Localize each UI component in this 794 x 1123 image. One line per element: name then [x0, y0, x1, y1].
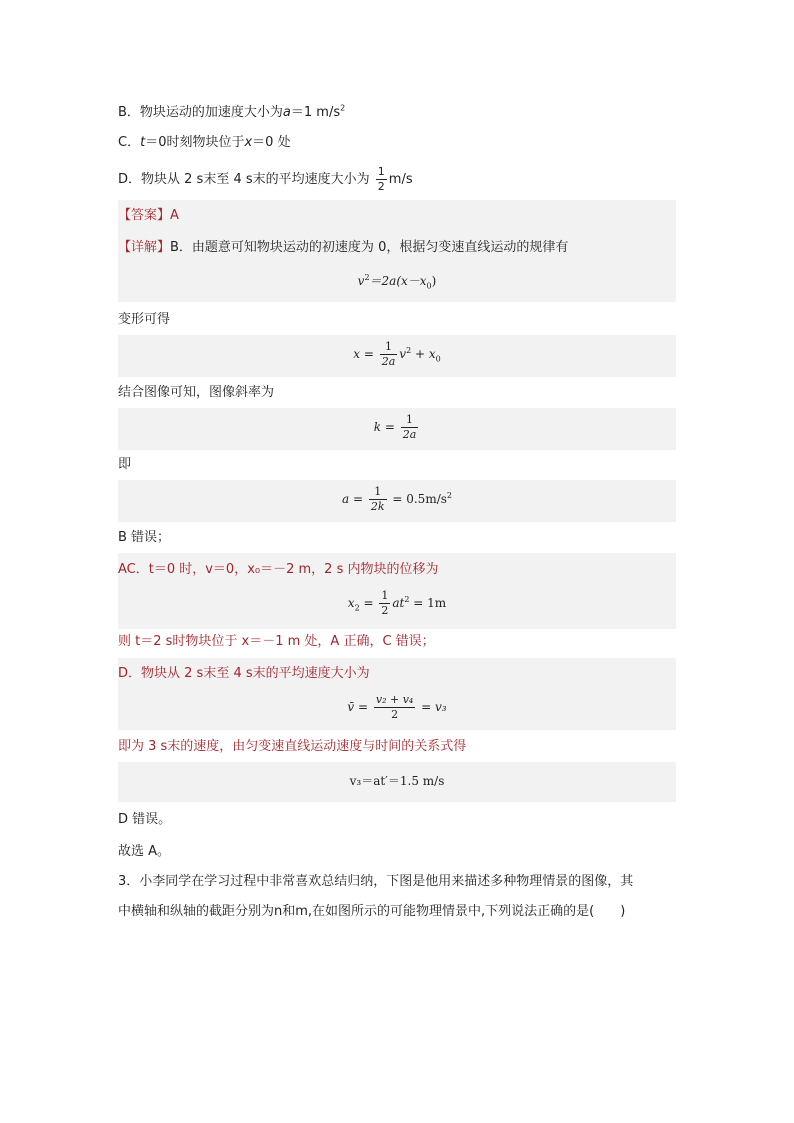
option-b-exp: 2	[340, 103, 346, 113]
eq5-fraction	[379, 589, 390, 618]
option-d-fraction	[376, 165, 387, 194]
eq1-rhs-sub: 0	[426, 281, 432, 291]
ac-line: AC．t＝0 时，v＝0，x₀＝－2 m，2 s 内物块的位移为	[118, 562, 439, 577]
option-d	[118, 165, 413, 194]
option-d-den: 2	[377, 180, 385, 193]
eq2-plus: + x	[415, 347, 436, 361]
text-ze: 则 t＝2 s时物块位于 x＝－1 m 处，A 正确，C 错误；	[118, 634, 435, 649]
option-b	[118, 103, 345, 123]
eq1-lhs: v	[357, 274, 365, 288]
detail-label: 【详解】	[118, 240, 171, 255]
equation-3	[118, 413, 676, 442]
eq1-close: )	[431, 274, 437, 288]
eq2-fraction	[380, 340, 398, 369]
option-c-mid2: ＝0 处	[252, 135, 291, 150]
eq3-fraction	[401, 413, 419, 442]
eq2-lhs: x =	[353, 347, 374, 361]
eq5-rhs: at	[392, 596, 405, 610]
text-jiwei: 即为 3 s末的速度，由匀变速直线运动速度与时间的关系式得	[118, 739, 467, 754]
option-c-x: x	[244, 135, 253, 150]
eq5-lhs: x	[347, 596, 355, 610]
eq6-lhs: v̄ =	[347, 700, 369, 714]
text-ji: 即	[118, 457, 132, 472]
option-b-value: ＝1 m/s	[290, 105, 341, 120]
equation-6	[118, 693, 676, 722]
eq3-lhs: k =	[373, 420, 395, 434]
equation-1	[118, 272, 676, 289]
text-bcuo: B 错误；	[118, 530, 171, 545]
eq3-num: 1	[401, 413, 419, 428]
equation-4	[118, 485, 676, 514]
option-d-text: D．物块从 2 s末至 4 s末的平均速度大小为	[118, 172, 370, 187]
option-c	[118, 133, 291, 153]
detail-line	[118, 238, 568, 258]
text-gu: 故选 A。	[118, 844, 171, 859]
answer-shade	[118, 200, 676, 232]
eq4-fraction	[369, 485, 387, 514]
d-line: D．物块从 2 s末至 4 s末的平均速度大小为	[118, 666, 370, 681]
eq4-rhs-exp: 2	[446, 491, 452, 500]
question-3-line-2: 中横轴和纵轴的截距分别为n和m,在如图所示的可能物理情景中,下列说法正确的是( )	[118, 904, 626, 919]
option-c-prefix: C．	[118, 135, 141, 150]
eq3-den: 2a	[402, 428, 417, 441]
eq5-eq: =	[363, 596, 374, 610]
eq6-num: v₂ + v₄	[375, 693, 414, 706]
option-b-text: B．物块运动的加速度大小为	[118, 105, 283, 120]
eq1-rhs: ＝2a(x－x	[369, 274, 427, 288]
eq5-num: 1	[381, 589, 389, 602]
option-b-var: a	[282, 105, 291, 120]
eq1-lhs-exp: 2	[364, 273, 370, 282]
eq4-rhs: = 0.5m/s	[392, 492, 447, 506]
eq4-num: 1	[369, 485, 387, 500]
eq2-den: 2a	[381, 355, 396, 368]
eq4-lhs: a =	[342, 492, 364, 506]
eq6-rhs: = v₃	[421, 700, 447, 714]
eq2-sub: 0	[435, 354, 441, 364]
text-bianxing: 变形可得	[118, 312, 171, 327]
equation-2	[118, 340, 676, 369]
eq5-tail: = 1m	[413, 596, 447, 610]
text-jiehe: 结合图像可知，图像斜率为	[118, 385, 275, 400]
question-3-line-1: 3．小李同学在学习过程中非常喜欢总结归纳，下图是他用来描述多种物理情景的图像，其	[118, 874, 634, 889]
answer-label: 【答案】A	[118, 208, 179, 223]
option-c-t: t	[140, 135, 146, 150]
eq5-rhs-exp: 2	[404, 595, 410, 604]
eq4-den: 2k	[370, 500, 385, 513]
eq2-v: v	[399, 347, 407, 361]
option-d-unit: m/s	[388, 172, 413, 187]
detail-text: B．由题意可知物块运动的初速度为 0，根据匀变速直线运动的规律有	[170, 240, 569, 255]
eq2-v-exp: 2	[406, 346, 412, 355]
option-c-mid1: ＝0时刻物块位于	[145, 135, 245, 150]
option-d-num: 1	[377, 165, 385, 178]
eq2-num: 1	[380, 340, 398, 355]
eq5-den: 2	[381, 604, 389, 617]
eq6-fraction	[374, 693, 415, 722]
equation-7: v₃＝at′＝1.5 m/s	[349, 774, 445, 788]
eq6-den: 2	[391, 708, 399, 721]
equation-5	[118, 589, 676, 618]
eq5-lhs-sub: 2	[354, 603, 360, 613]
text-dcuo: D 错误。	[118, 812, 172, 827]
